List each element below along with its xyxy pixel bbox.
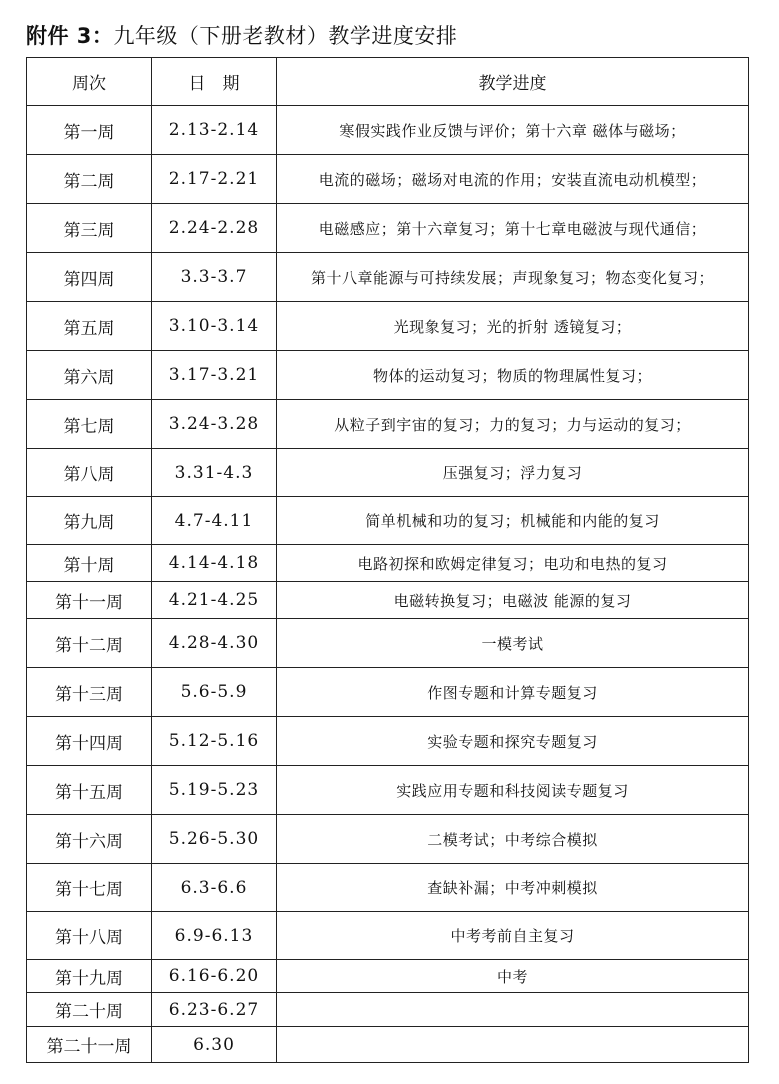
week-cell: 第二十一周: [27, 1027, 152, 1063]
progress-cell: 实验专题和探究专题复习: [277, 717, 749, 766]
table-row: [27, 400, 749, 449]
table-row: [27, 815, 749, 864]
week-cell: 第二十周: [27, 993, 152, 1027]
progress-cell: 从粒子到宇宙的复习；力的复习；力与运动的复习；: [277, 400, 749, 449]
date-cell: 4.21-4.25: [152, 582, 277, 619]
table-row: [27, 864, 749, 912]
week-cell: 第十八周: [27, 912, 152, 960]
progress-cell: 电磁感应；第十六章复习；第十七章电磁波与现代通信；: [277, 204, 749, 253]
date-cell: 3.24-3.28: [152, 400, 277, 449]
table-row: [27, 766, 749, 815]
date-cell: 5.6-5.9: [152, 668, 277, 717]
week-cell: 第十五周: [27, 766, 152, 815]
progress-cell: 实践应用专题和科技阅读专题复习: [277, 766, 749, 815]
progress-cell: 简单机械和功的复习；机械能和内能的复习: [277, 497, 749, 545]
progress-cell: 电路初探和欧姆定律复习；电功和电热的复习: [277, 545, 749, 582]
week-cell: 第十六周: [27, 815, 152, 864]
progress-cell: 寒假实践作业反馈与评价；第十六章 磁体与磁场；: [277, 106, 749, 155]
progress-cell: [277, 993, 749, 1027]
date-cell: 6.16-6.20: [152, 960, 277, 993]
week-cell: 第五周: [27, 302, 152, 351]
date-cell: 6.30: [152, 1027, 277, 1063]
table-row: [27, 106, 749, 155]
table-row: [27, 717, 749, 766]
progress-cell: 电流的磁场；磁场对电流的作用；安装直流电动机模型；: [277, 155, 749, 204]
progress-cell: [277, 1027, 749, 1063]
date-cell: 3.3-3.7: [152, 253, 277, 302]
date-cell: 6.23-6.27: [152, 993, 277, 1027]
week-cell: 第十周: [27, 545, 152, 582]
header-row: [27, 58, 749, 106]
week-cell: 第七周: [27, 400, 152, 449]
week-cell: 第九周: [27, 497, 152, 545]
week-cell: 第十三周: [27, 668, 152, 717]
date-cell: 2.13-2.14: [152, 106, 277, 155]
table-row: [27, 1027, 749, 1063]
progress-cell: 中考: [277, 960, 749, 993]
date-cell: 2.17-2.21: [152, 155, 277, 204]
week-cell: 第十二周: [27, 619, 152, 668]
week-cell: 第三周: [27, 204, 152, 253]
date-cell: 3.10-3.14: [152, 302, 277, 351]
progress-cell: 压强复习；浮力复习: [277, 449, 749, 497]
table-row: [27, 497, 749, 545]
table-row: [27, 582, 749, 619]
date-cell: 4.7-4.11: [152, 497, 277, 545]
table-row: [27, 960, 749, 993]
table-row: [27, 993, 749, 1027]
table-row: [27, 668, 749, 717]
progress-cell: 中考考前自主复习: [277, 912, 749, 960]
attachment-label: 附件 3：: [26, 24, 114, 48]
progress-cell: 二模考试；中考综合模拟: [277, 815, 749, 864]
week-header: 周次: [27, 58, 152, 106]
progress-cell: 查缺补漏；中考冲刺模拟: [277, 864, 749, 912]
week-cell: 第十一周: [27, 582, 152, 619]
date-cell: 5.12-5.16: [152, 717, 277, 766]
progress-cell: 物体的运动复习；物质的物理属性复习；: [277, 351, 749, 400]
table-row: [27, 912, 749, 960]
week-cell: 第六周: [27, 351, 152, 400]
date-cell: 4.28-4.30: [152, 619, 277, 668]
progress-cell: 一模考试: [277, 619, 749, 668]
date-cell: 6.3-6.6: [152, 864, 277, 912]
week-cell: 第一周: [27, 106, 152, 155]
date-cell: 3.17-3.21: [152, 351, 277, 400]
progress-cell: 光现象复习；光的折射 透镜复习；: [277, 302, 749, 351]
week-cell: 第四周: [27, 253, 152, 302]
date-cell: 5.19-5.23: [152, 766, 277, 815]
date-cell: 5.26-5.30: [152, 815, 277, 864]
progress-header: 教学进度: [277, 58, 749, 106]
table-row: [27, 351, 749, 400]
date-cell: 2.24-2.28: [152, 204, 277, 253]
progress-cell: 作图专题和计算专题复习: [277, 668, 749, 717]
week-cell: 第二周: [27, 155, 152, 204]
table-row: [27, 155, 749, 204]
table-row: [27, 545, 749, 582]
table-row: [27, 449, 749, 497]
week-cell: 第十四周: [27, 717, 152, 766]
table-row: [27, 619, 749, 668]
progress-cell: 第十八章能源与可持续发展；声现象复习；物态变化复习；: [277, 253, 749, 302]
week-cell: 第十九周: [27, 960, 152, 993]
date-cell: 3.31-4.3: [152, 449, 277, 497]
table-row: [27, 302, 749, 351]
document-title: [26, 22, 457, 50]
week-cell: 第八周: [27, 449, 152, 497]
table-row: [27, 253, 749, 302]
week-cell: 第十七周: [27, 864, 152, 912]
date-cell: 4.14-4.18: [152, 545, 277, 582]
progress-cell: 电磁转换复习；电磁波 能源的复习: [277, 582, 749, 619]
date-cell: 6.9-6.13: [152, 912, 277, 960]
date-header: 日 期: [152, 58, 277, 106]
title-text: 九年级（下册老教材）教学进度安排: [113, 24, 458, 48]
table-row: [27, 204, 749, 253]
schedule-table: [26, 57, 749, 1063]
